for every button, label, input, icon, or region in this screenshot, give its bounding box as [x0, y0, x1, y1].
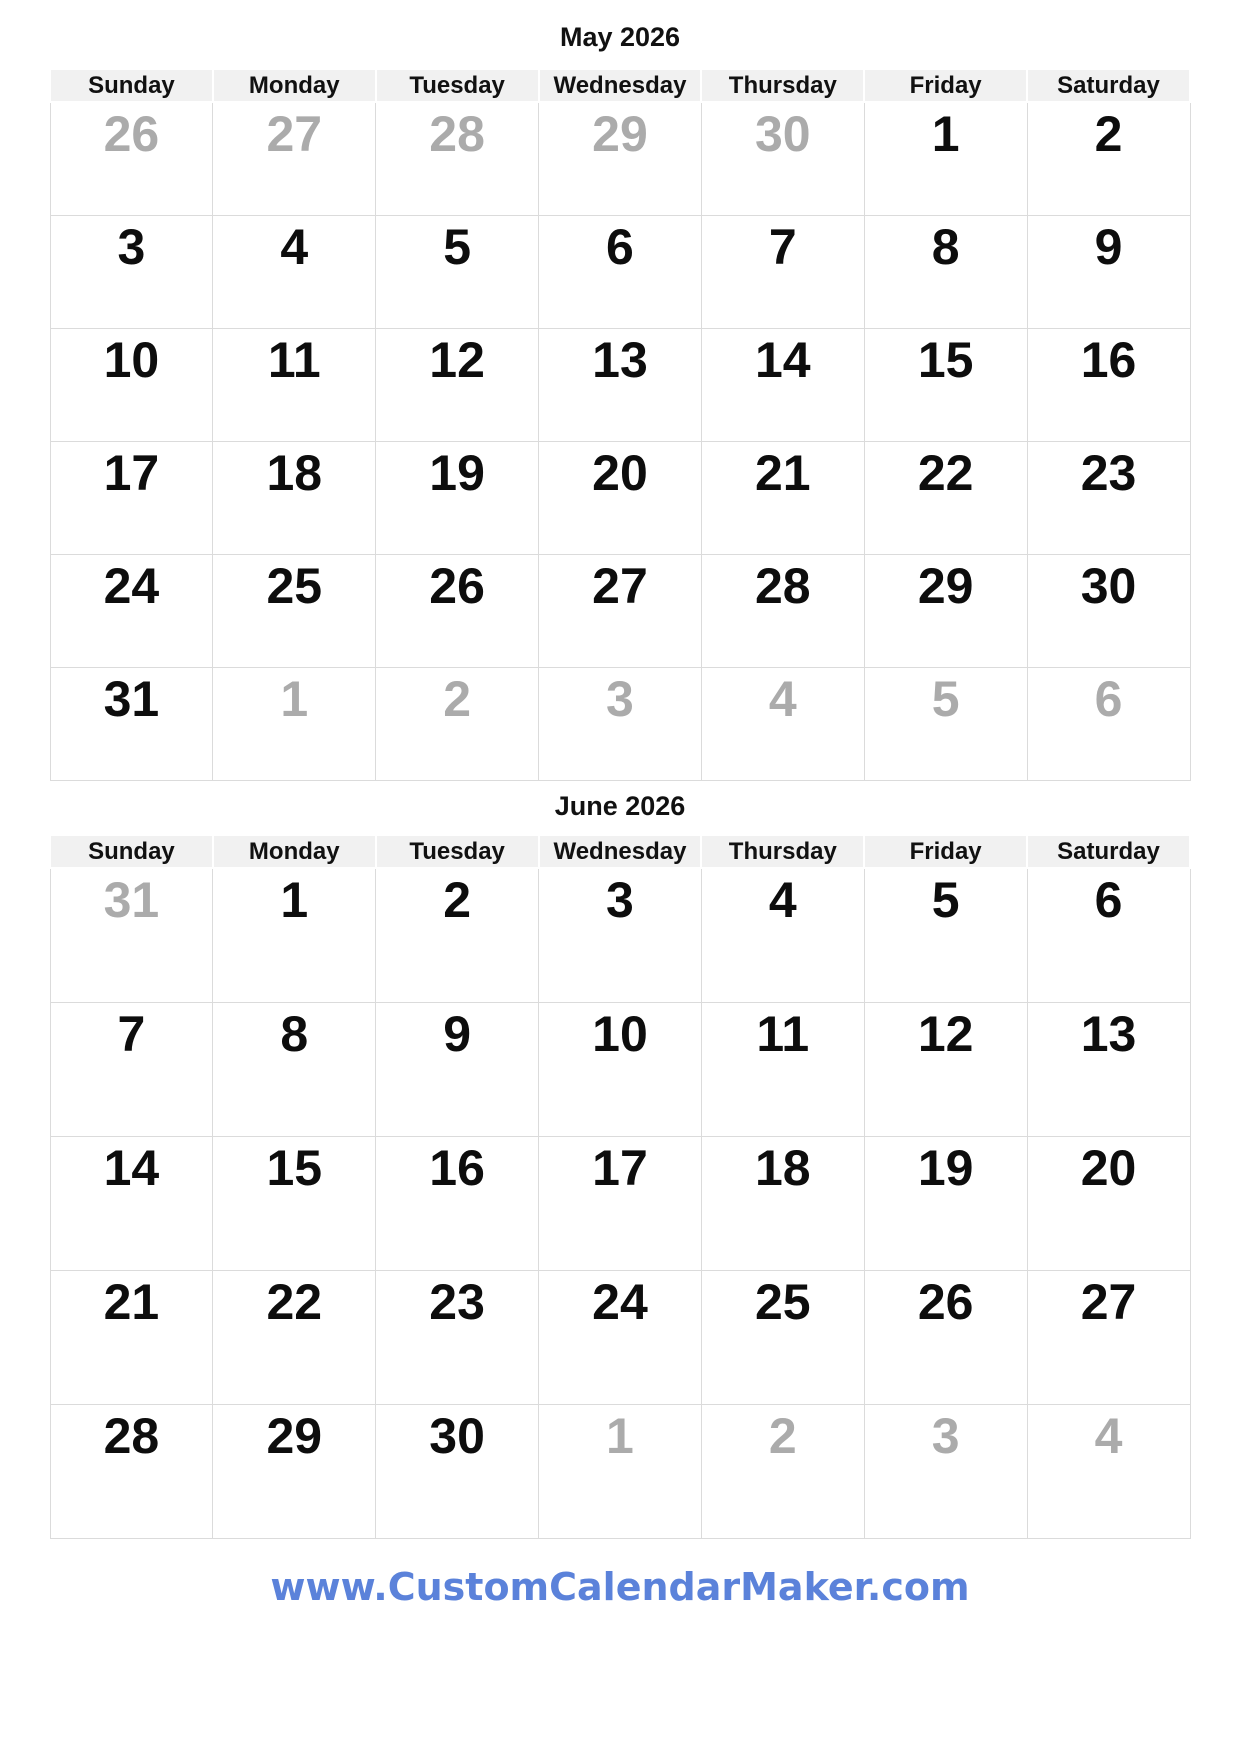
day-number: 20: [1080, 1140, 1137, 1196]
day-number: 27: [1080, 1274, 1137, 1330]
week-row: [50, 555, 1190, 668]
day-cell: [376, 1137, 539, 1271]
day-number: 1: [606, 1408, 634, 1464]
day-number: 24: [592, 1274, 648, 1330]
day-cell: [701, 1405, 864, 1539]
day-cell: [701, 1003, 864, 1137]
day-cell: [539, 102, 702, 216]
day-number: 8: [931, 219, 960, 275]
day-cell: [701, 329, 864, 442]
day-cell: [50, 329, 213, 442]
day-cell: [50, 102, 213, 216]
day-number: 26: [429, 558, 485, 614]
day-cell: [864, 216, 1027, 329]
weekday-header-row: [50, 69, 1190, 102]
day-cell: [50, 1405, 213, 1539]
month-grid-may: [49, 68, 1191, 781]
day-cell: [50, 216, 213, 329]
week-row: [50, 329, 1190, 442]
day-number: 18: [266, 445, 323, 501]
day-header-friday: Friday: [864, 69, 1027, 102]
day-cell: [376, 1003, 539, 1137]
day-number: 9: [1094, 219, 1123, 275]
month-title-may: May 2026: [559, 22, 681, 52]
day-cell: [376, 442, 539, 555]
day-cell: [539, 1137, 702, 1271]
day-number: 23: [429, 1274, 485, 1330]
day-number: 2: [768, 1408, 797, 1464]
day-number: 2: [1094, 106, 1123, 162]
week-row: [50, 442, 1190, 555]
day-cell: [1027, 868, 1190, 1003]
footer-website-link[interactable]: www.CustomCalendarMaker.com: [270, 1565, 970, 1609]
day-cell: [864, 1271, 1027, 1405]
weekday-header-row: [50, 835, 1190, 868]
day-cell: [376, 329, 539, 442]
day-cell: [701, 1271, 864, 1405]
day-number: 12: [429, 332, 485, 388]
day-cell: [213, 442, 376, 555]
day-cell: [376, 216, 539, 329]
day-cell: [701, 668, 864, 781]
day-cell: [213, 868, 376, 1003]
day-number: 10: [103, 332, 160, 388]
day-cell: [864, 555, 1027, 668]
day-cell: [50, 555, 213, 668]
week-row: [50, 1137, 1190, 1271]
day-number: 24: [103, 558, 160, 614]
week-row: [50, 1003, 1190, 1137]
day-cell: [539, 442, 702, 555]
day-cell: [1027, 442, 1190, 555]
month-grid-june: [49, 834, 1191, 1539]
day-number: 26: [917, 1274, 974, 1330]
day-cell: [539, 868, 702, 1003]
day-header-thursday: Thursday: [701, 835, 864, 868]
day-number: 5: [443, 219, 472, 275]
day-number: 1: [280, 671, 309, 727]
day-header-saturday: Saturday: [1027, 69, 1190, 102]
footer: [0, 1565, 1240, 1609]
day-number: 3: [606, 671, 634, 727]
day-number: 26: [103, 106, 160, 162]
day-number: 8: [280, 1006, 309, 1062]
day-cell: [539, 329, 702, 442]
day-cell: [376, 1405, 539, 1539]
week-row: [50, 216, 1190, 329]
day-cell: [1027, 1405, 1190, 1539]
day-cell: [50, 1003, 213, 1137]
day-number: 14: [754, 332, 811, 388]
day-header-tuesday: Tuesday: [376, 835, 539, 868]
day-cell: [376, 102, 539, 216]
month-section-may: [0, 0, 1240, 781]
day-number: 30: [429, 1408, 485, 1464]
day-cell: [1027, 1003, 1190, 1137]
day-cell: [864, 1137, 1027, 1271]
day-number: 17: [103, 445, 160, 501]
day-number: 29: [266, 1408, 323, 1464]
day-number: 31: [103, 671, 160, 727]
day-cell: [539, 555, 702, 668]
day-cell: [701, 868, 864, 1003]
day-cell: [50, 668, 213, 781]
day-number: 21: [103, 1274, 160, 1330]
day-number: 4: [768, 872, 797, 928]
day-number: 28: [103, 1408, 160, 1464]
day-cell: [539, 216, 702, 329]
day-number: 28: [429, 106, 485, 162]
day-number: 16: [1080, 332, 1137, 388]
day-number: 18: [754, 1140, 811, 1196]
day-number: 15: [917, 332, 974, 388]
day-cell: [864, 1003, 1027, 1137]
day-number: 15: [266, 1140, 323, 1196]
day-number: 5: [931, 671, 960, 727]
day-cell: [213, 555, 376, 668]
day-header-monday: Monday: [213, 835, 376, 868]
day-number: 11: [756, 1006, 810, 1062]
day-number: 29: [917, 558, 974, 614]
day-cell: [213, 102, 376, 216]
day-header-sunday: Sunday: [50, 835, 213, 868]
day-number: 13: [592, 332, 648, 388]
day-number: 4: [768, 671, 797, 727]
day-cell: [539, 668, 702, 781]
day-cell: [539, 1405, 702, 1539]
day-cell: [864, 329, 1027, 442]
day-number: 11: [267, 332, 321, 388]
day-number: 5: [931, 872, 960, 928]
day-cell: [539, 1003, 702, 1137]
day-cell: [376, 1271, 539, 1405]
day-number: 23: [1080, 445, 1137, 501]
day-number: 1: [280, 872, 309, 928]
day-cell: [213, 1405, 376, 1539]
day-cell: [864, 668, 1027, 781]
day-number: 17: [592, 1140, 648, 1196]
day-number: 20: [592, 445, 648, 501]
day-cell: [1027, 1271, 1190, 1405]
day-number: 3: [931, 1408, 960, 1464]
day-number: 6: [1094, 671, 1123, 727]
day-number: 19: [429, 445, 485, 501]
week-row: [50, 868, 1190, 1003]
day-cell: [864, 102, 1027, 216]
day-cell: [1027, 1137, 1190, 1271]
day-cell: [213, 1271, 376, 1405]
day-number: 12: [917, 1006, 974, 1062]
day-cell: [376, 668, 539, 781]
day-cell: [50, 1271, 213, 1405]
day-number: 13: [1080, 1006, 1137, 1062]
day-header-wednesday: Wednesday: [539, 835, 702, 868]
day-number: 21: [754, 445, 811, 501]
day-number: 27: [266, 106, 323, 162]
day-cell: [213, 668, 376, 781]
month-section-june: [0, 781, 1240, 1539]
day-number: 4: [280, 219, 309, 275]
day-cell: [701, 102, 864, 216]
day-cell: [1027, 102, 1190, 216]
day-number: 9: [443, 1006, 472, 1062]
day-header-wednesday: Wednesday: [539, 69, 702, 102]
day-number: 29: [592, 106, 648, 162]
day-number: 7: [768, 219, 797, 275]
day-cell: [1027, 216, 1190, 329]
day-number: 3: [606, 872, 634, 928]
day-cell: [213, 329, 376, 442]
week-row: [50, 668, 1190, 781]
day-header-saturday: Saturday: [1027, 835, 1190, 868]
day-number: 19: [917, 1140, 974, 1196]
day-number: 25: [266, 558, 323, 614]
day-number: 3: [117, 219, 146, 275]
day-number: 25: [754, 1274, 811, 1330]
day-cell: [864, 1405, 1027, 1539]
day-number: 7: [117, 1006, 146, 1062]
day-number: 4: [1094, 1408, 1123, 1464]
day-cell: [213, 1137, 376, 1271]
day-header-friday: Friday: [864, 835, 1027, 868]
day-cell: [539, 1271, 702, 1405]
day-cell: [1027, 668, 1190, 781]
day-cell: [1027, 329, 1190, 442]
day-cell: [50, 442, 213, 555]
day-cell: [50, 1137, 213, 1271]
day-number: 10: [592, 1006, 648, 1062]
week-row: [50, 1405, 1190, 1539]
day-number: 16: [429, 1140, 485, 1196]
day-cell: [213, 1003, 376, 1137]
day-number: 14: [103, 1140, 160, 1196]
day-number: 22: [917, 445, 974, 501]
day-number: 27: [592, 558, 648, 614]
day-cell: [701, 555, 864, 668]
day-number: 2: [443, 671, 472, 727]
day-number: 28: [754, 558, 811, 614]
day-number: 2: [443, 872, 472, 928]
week-row: [50, 102, 1190, 216]
day-header-monday: Monday: [213, 69, 376, 102]
day-cell: [376, 868, 539, 1003]
day-number: 31: [103, 872, 160, 928]
day-header-tuesday: Tuesday: [376, 69, 539, 102]
day-number: 6: [606, 219, 634, 275]
day-cell: [213, 216, 376, 329]
day-number: 30: [754, 106, 811, 162]
day-number: 22: [266, 1274, 323, 1330]
day-cell: [701, 216, 864, 329]
month-title-june: June 2026: [554, 791, 686, 821]
day-cell: [864, 442, 1027, 555]
day-header-sunday: Sunday: [50, 69, 213, 102]
day-number: 30: [1080, 558, 1137, 614]
day-cell: [376, 555, 539, 668]
day-cell: [1027, 555, 1190, 668]
week-row: [50, 1271, 1190, 1405]
day-cell: [701, 442, 864, 555]
day-number: 1: [931, 106, 960, 162]
day-header-thursday: Thursday: [701, 69, 864, 102]
day-cell: [50, 868, 213, 1003]
day-number: 6: [1094, 872, 1123, 928]
day-cell: [701, 1137, 864, 1271]
day-cell: [864, 868, 1027, 1003]
